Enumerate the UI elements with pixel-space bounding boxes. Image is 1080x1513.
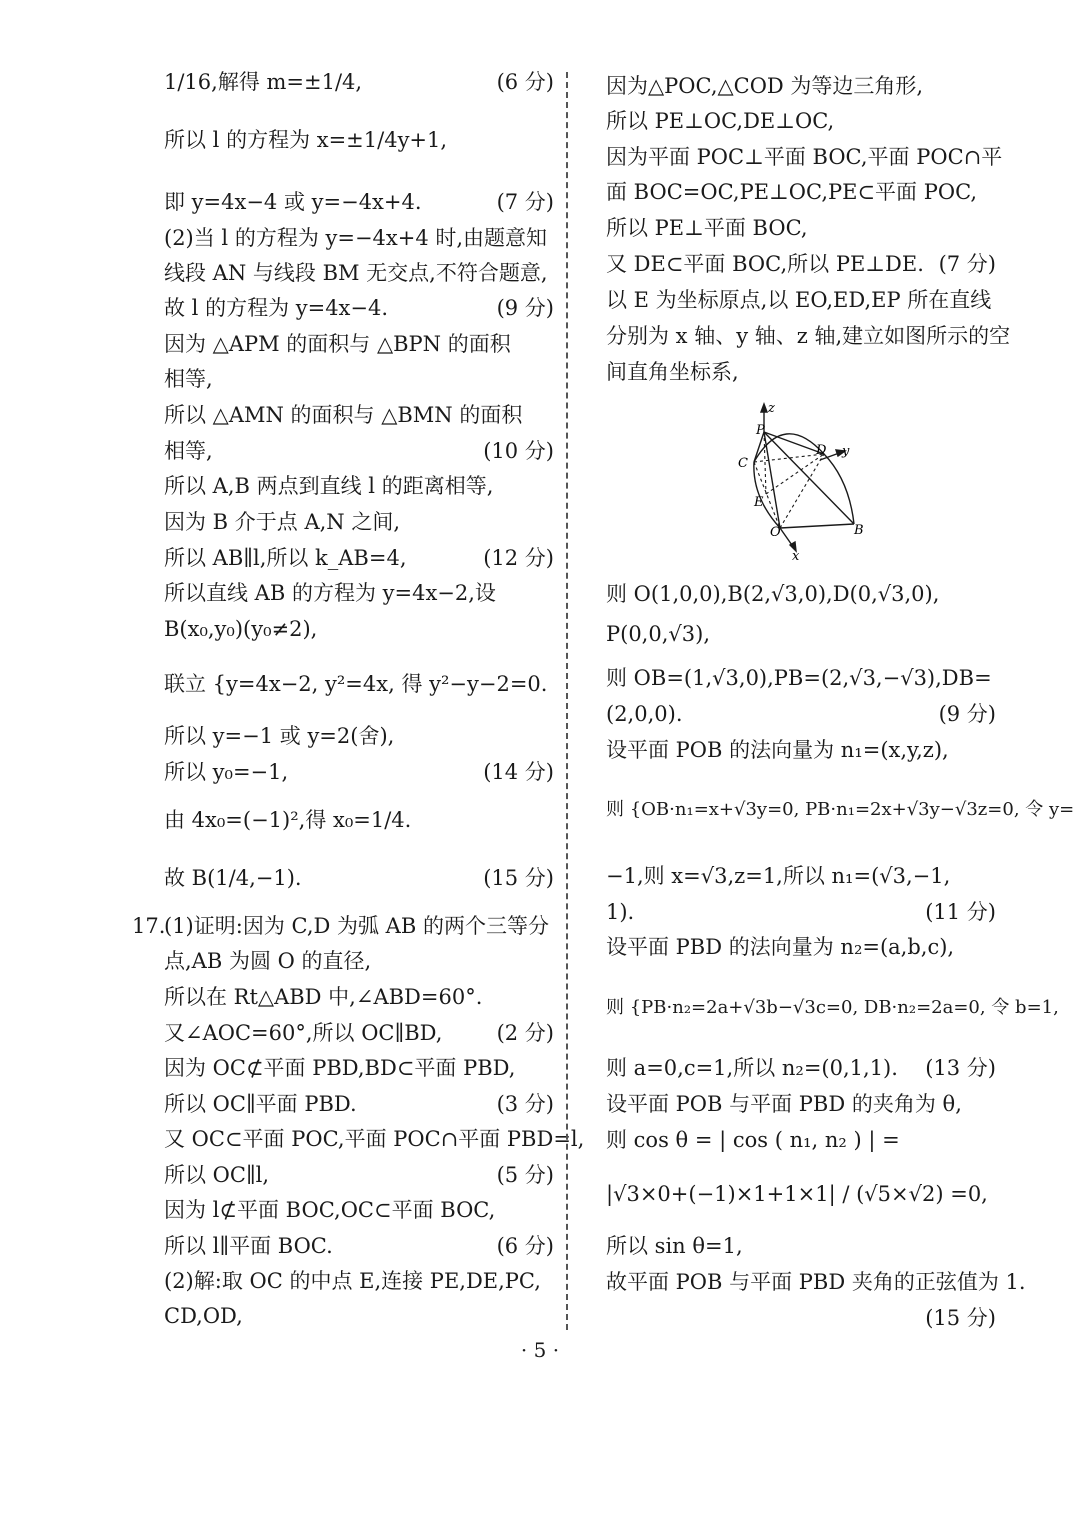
solution-line [164,1159,554,1191]
solution-line [606,320,1011,352]
solution-line [606,1178,996,1210]
label-y: y [842,444,850,459]
line-text: 所以 sin θ=1, [606,1234,743,1258]
solution-line [164,1017,554,1049]
solution-line [606,70,996,102]
solution-line [164,506,554,538]
solution-line [606,1230,996,1262]
line-text: 则 cos θ = | cos ( n₁, n₂ ) | = [606,1128,900,1152]
line-text: 因为 OC⊄平面 PBD,BD⊂平面 PBD, [164,1056,516,1080]
solution-line [164,124,554,156]
solution-line [606,578,996,610]
label-B: B [854,523,864,538]
solution-line [164,363,554,395]
score-mark: (13 分) [925,1056,996,1080]
score-mark: (14 分) [483,760,554,784]
solution-line [164,1300,554,1332]
solution-line [164,66,554,98]
line-text: 因为△POC,△COD 为等边三角形, [606,74,924,98]
solution-line [164,804,554,836]
line-text: 则 O(1,0,0),B(2,√3,0),D(0,√3,0), [606,582,940,606]
problem-number: 17. [132,914,166,938]
solution-line [164,1230,554,1262]
solution-line [606,1124,996,1156]
score-mark: (12 分) [483,546,554,570]
solution-line [606,860,996,892]
solution-line [606,794,1075,826]
line-text: 所以 AB∥l,所以 k_AB=4, [164,546,407,570]
solution-line [164,756,554,788]
column-divider [566,72,568,1330]
solution-line [606,992,1059,1024]
line-text: 因为 △APM 的面积与 △BPN 的面积 [164,332,511,356]
line-text: 由 4x₀=(−1)²,得 x₀=1/4. [164,808,412,832]
solution-line [164,613,554,645]
solution-line [606,1088,996,1120]
line-text: (2,0,0). [606,702,683,726]
line-text: 则 OB=(1,√3,0),PB=(2,√3,−√3),DB= [606,666,992,690]
solution-line [606,931,996,963]
line-text: 面 BOC=OC,PE⊥OC,PE⊂平面 POC, [606,180,978,204]
solution-line [606,248,996,280]
label-z: z [768,402,775,416]
solution-line [606,1052,996,1084]
line-text: (2)解:取 OC 的中点 E,连接 PE,DE,PC, [164,1269,541,1293]
solution-line [606,896,996,928]
solution-line [164,542,554,574]
line-text: 所以 OC∥l, [164,1163,270,1187]
line-text: −1,则 x=√3,z=1,所以 n₁=(√3,−1, [606,864,951,888]
label-C: C [738,456,748,471]
solution-line [606,1266,1026,1298]
line-text: P(0,0,√3), [606,622,711,646]
solution-line [606,356,996,388]
line-text: 因为平面 POC⊥平面 BOC,平面 POC∩平 [606,145,1003,169]
line-text: 所以 l∥平面 BOC. [164,1234,333,1258]
line-text: 则 {PB·n₂=2a+√3b−√3c=0, DB·n₂=2a=0, 令 b=1, [606,997,1059,1018]
solution-line [164,186,554,218]
line-text: 则 {OB·n₁=x+√3y=0, PB·n₁=2x+√3y−√3z=0, 令 y= [606,799,1075,820]
solution-line [164,668,554,700]
line-text: (2)当 l 的方程为 y=−4x+4 时,由题意知 [164,226,548,250]
solution-line [164,720,554,752]
coordinate-system-figure [724,402,874,560]
score-mark: (11 分) [925,900,996,924]
label-D: D [816,443,827,458]
line-text: 又 DE⊂平面 BOC,所以 PE⊥DE. [606,252,924,276]
solution-line [606,284,996,316]
line-text: 线段 AN 与线段 BM 无交点,不符合题意, [164,261,548,285]
solution-line [164,1052,554,1084]
line-text: 所以直线 AB 的方程为 y=4x−2,设 [164,581,496,605]
line-text: 以 E 为坐标原点,以 EO,ED,EP 所在直线 [606,288,992,312]
solution-line [132,910,554,942]
solution-line [164,945,554,977]
line-text: 分别为 x 轴、y 轴、z 轴,建立如图所示的空 [606,324,1011,348]
line-text: 设平面 POB 与平面 PBD 的夹角为 θ, [606,1092,962,1116]
line-text: 所以 l 的方程为 x=±1/4y+1, [164,128,448,152]
solution-line [606,141,1003,173]
score-mark: (10 分) [483,439,554,463]
solution-line [606,698,996,730]
score-mark: (2 分) [496,1021,554,1045]
score-mark: (15 分) [925,1306,996,1330]
score-mark: (7 分) [938,252,996,276]
score-mark: (15 分) [483,866,554,890]
solution-line [164,435,554,467]
line-text: 联立 {y=4x−2, y²=4x, 得 y²−y−2=0. [164,672,548,696]
edge-OB [780,524,854,528]
label-P: P [756,423,765,438]
solution-line [164,222,554,254]
line-text: 所以在 Rt△ABD 中,∠ABD=60°. [164,985,483,1009]
solution-line [164,1194,554,1226]
line-text: 又∠AOC=60°,所以 OC∥BD, [164,1021,443,1045]
line-text: 即 y=4x−4 或 y=−4x+4. [164,190,422,214]
page-number: · 5 · [520,1338,560,1362]
line-text: 则 a=0,c=1,所以 n₂=(0,1,1). [606,1056,898,1080]
solution-line [164,577,554,609]
line-text: 设平面 PBD 的法向量为 n₂=(a,b,c), [606,935,955,959]
line-text: 所以 y=−1 或 y=2(舍), [164,724,395,748]
solution-line [164,328,554,360]
solution-line [164,1088,554,1120]
score-mark: (6 分) [496,1234,554,1258]
line-text: 1). [606,900,635,924]
label-E: E [754,495,764,510]
line-text: 1/16,解得 m=±1/4, [164,70,363,94]
line-text: 设平面 POB 的法向量为 n₁=(x,y,z), [606,738,949,762]
solution-line [606,105,996,137]
line-text: 故平面 POB 与平面 PBD 夹角的正弦值为 1. [606,1270,1026,1294]
line-text: 所以 PE⊥OC,DE⊥OC, [606,109,835,133]
solution-line [606,1302,996,1334]
solution-line [164,1123,585,1155]
line-text: 又 OC⊂平面 POC,平面 POC∩平面 PBD=l, [164,1127,585,1151]
solution-line [606,734,996,766]
score-mark: (9 分) [496,296,554,320]
solution-line [606,212,996,244]
score-mark: (3 分) [496,1092,554,1116]
line-text: 所以 A,B 两点到直线 l 的距离相等, [164,474,494,498]
solution-line [164,1265,554,1297]
solution-line [164,862,554,894]
line-text: 因为 B 介于点 A,N 之间, [164,510,401,534]
line-text: (1)证明:因为 C,D 为弧 AB 的两个三等分 [164,914,549,938]
line-text: 相等, [164,367,213,391]
line-text: 故 B(1/4,−1). [164,866,302,890]
line-text: 点,AB 为圆 O 的直径, [164,949,372,973]
line-text: 间直角坐标系, [606,360,739,384]
line-text: 所以 △AMN 的面积与 △BMN 的面积 [164,403,523,427]
solution-line [164,257,554,289]
label-x: x [792,549,800,560]
solution-line [164,292,554,324]
line-text: 故 l 的方程为 y=4x−4. [164,296,389,320]
line-text: 所以 PE⊥平面 BOC, [606,216,808,240]
line-text: 所以 OC∥平面 PBD. [164,1092,357,1116]
line-text: 所以 y₀=−1, [164,760,289,784]
label-O: O [770,525,781,540]
solution-line [606,176,996,208]
score-mark: (6 分) [496,70,554,94]
solution-line [164,981,554,1013]
score-mark: (5 分) [496,1163,554,1187]
score-mark: (7 分) [496,190,554,214]
score-mark: (9 分) [938,702,996,726]
line-text: B(x₀,y₀)(y₀≠2), [164,617,318,641]
line-text: 相等, [164,439,213,463]
solution-line [606,662,996,694]
line-text: 因为 l⊄平面 BOC,OC⊂平面 BOC, [164,1198,496,1222]
line-text: |√3×0+(−1)×1+1×1| / (√5×√2) =0, [606,1182,988,1206]
edge-OD [780,454,824,528]
solution-line [164,399,554,431]
edge-PD [764,432,824,454]
solution-line [606,618,996,650]
z-arrow-icon [761,404,767,412]
line-text: CD,OD, [164,1304,243,1328]
solution-line [164,470,554,502]
